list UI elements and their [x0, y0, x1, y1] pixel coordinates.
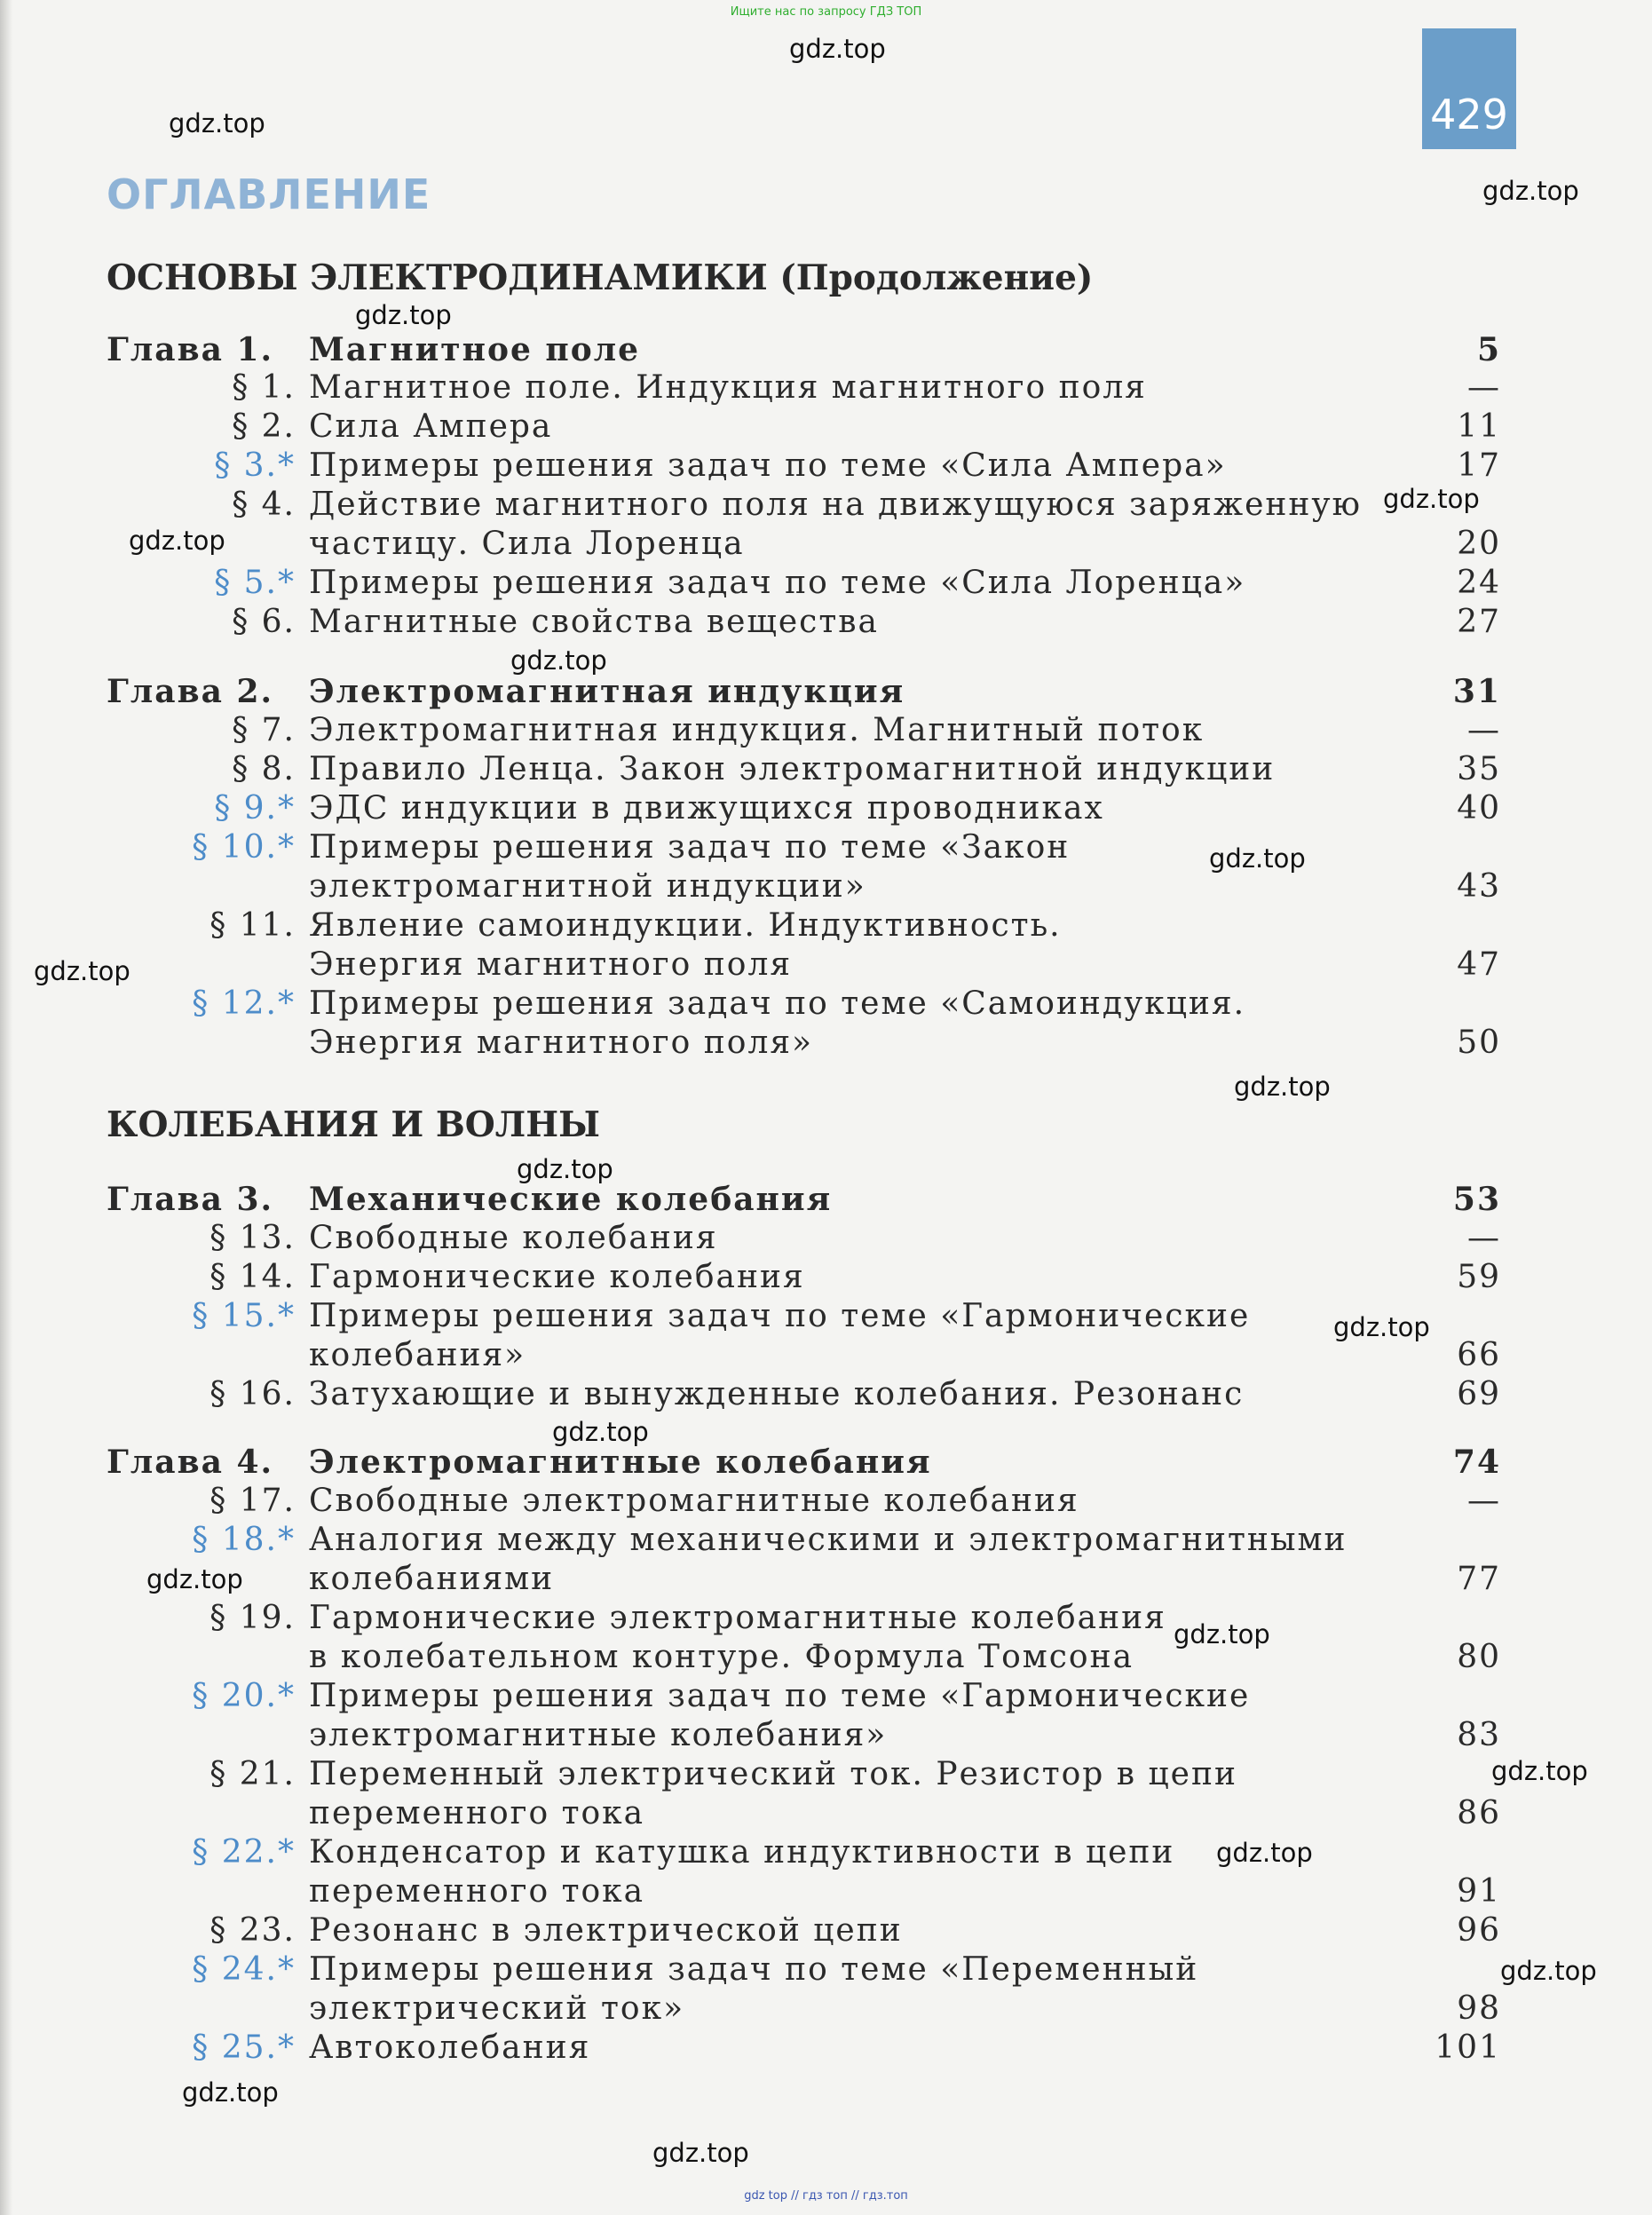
toc-section-row [0, 829, 1652, 870]
part-title-electrodynamics: ОСНОВЫ ЭЛЕКТРОДИНАМИКИ (Продолжение) [107, 257, 1094, 298]
section-number: § 19. [209, 1600, 296, 1636]
section-number: § 23. [209, 1912, 296, 1949]
entry-title: Энергия магнитного поля [309, 946, 793, 983]
toc-section-row [0, 447, 1652, 488]
toc-section-row [0, 604, 1652, 645]
toc-section-row [0, 1259, 1652, 1300]
toc-section-row [0, 526, 1652, 566]
entry-title: Примеры решения задач по теме «Переменный [309, 1951, 1199, 1988]
page-ref: — [1467, 1483, 1501, 1519]
toc-section-row [0, 1220, 1652, 1261]
section-number: § 18.* [192, 1522, 296, 1558]
entry-title: в колебательном контуре. Формула Томсона [309, 1639, 1134, 1675]
entry-title: Резонанс в электрической цепи [309, 1912, 903, 1949]
page-ref: 101 [1435, 2029, 1501, 2066]
toc-section-row [0, 1912, 1652, 1953]
bottom-banner: gdz top // гдз топ // гдз.топ [744, 2189, 908, 2203]
entry-title: колебаниями [309, 1561, 555, 1597]
toc-chapter-row [0, 673, 1652, 714]
section-number: § 2. [232, 408, 296, 445]
entry-title: ЭДС индукции в движущихся проводниках [309, 790, 1104, 827]
watermark: gdz.top [169, 108, 265, 138]
watermark: gdz.top [1491, 1756, 1588, 1786]
toc-section-row [0, 868, 1652, 909]
entry-title: Примеры решения задач по теме «Гармонические [309, 1678, 1251, 1714]
section-number: § 12.* [192, 985, 296, 1022]
section-number: § 8. [232, 751, 296, 787]
toc-section-row [0, 1678, 1652, 1719]
part-title-oscillations: КОЛЕБАНИЯ И ВОЛНЫ [107, 1104, 600, 1145]
watermark: gdz.top [1500, 1956, 1597, 1986]
toc-section-row [0, 369, 1652, 410]
toc-chapter-row [0, 1444, 1652, 1484]
entry-title: Гармонические колебания [309, 1259, 805, 1295]
watermark: gdz.top [1216, 1838, 1313, 1868]
entry-title: Гармонические электромагнитные колебания [309, 1600, 1166, 1636]
page-ref: — [1467, 1220, 1501, 1256]
section-number: § 4. [232, 487, 296, 523]
page-ref: 24 [1457, 565, 1501, 601]
entry-title: частицу. Сила Лоренца [309, 526, 745, 562]
toc-section-row [0, 946, 1652, 987]
toc-section-row [0, 1795, 1652, 1836]
entry-title: Свободные колебания [309, 1220, 718, 1256]
page-ref: 20 [1457, 526, 1501, 562]
watermark: gdz.top [1482, 176, 1579, 206]
entry-title: Действие магнитного поля на движущуюся заряженную [309, 487, 1362, 523]
entry-title: Аналогия между механическими и электромагнитными [309, 1522, 1348, 1558]
entry-title: Конденсатор и катушка индуктивности в цепи [309, 1834, 1175, 1871]
page-number-tab [1422, 28, 1516, 149]
section-number: § 24.* [192, 1951, 296, 1988]
entry-title: Автоколебания [309, 2029, 591, 2066]
toc-section-row [0, 1834, 1652, 1875]
entry-title: Примеры решения задач по теме «Закон [309, 829, 1071, 866]
toc-section-row [0, 2029, 1652, 2070]
watermark: gdz.top [1234, 1072, 1331, 1102]
toc-section-row [0, 1990, 1652, 2031]
section-number: § 11. [209, 907, 296, 944]
entry-title: Электромагнитные колебания [309, 1444, 932, 1481]
page-ref: 96 [1457, 1912, 1501, 1949]
top-banner: Ищите нас по запросу ГДЗ ТОП [730, 5, 922, 19]
toc-section-row [0, 1483, 1652, 1523]
watermark: gdz.top [517, 1154, 613, 1184]
page-ref: 83 [1457, 1717, 1501, 1753]
page-ref: 5 [1476, 331, 1501, 368]
page-ref: 50 [1457, 1024, 1501, 1061]
watermark: gdz.top [510, 645, 607, 676]
page-ref: 86 [1457, 1795, 1501, 1831]
entry-title: Правило Ленца. Закон электромагнитной индукции [309, 751, 1276, 787]
entry-title: колебания» [309, 1337, 526, 1373]
section-number: § 14. [209, 1259, 296, 1295]
toc-section-row [0, 1600, 1652, 1641]
toc-chapter-row [0, 1181, 1652, 1222]
entry-title: Электромагнитная индукция. Магнитный поток [309, 712, 1205, 748]
page-ref: 80 [1457, 1639, 1501, 1675]
page-ref: 53 [1452, 1181, 1501, 1218]
section-number: § 6. [232, 604, 296, 640]
watermark: gdz.top [1209, 843, 1306, 874]
chapter-label: Глава 3. [107, 1181, 274, 1218]
watermark: gdz.top [129, 526, 225, 556]
entry-title: электрический ток» [309, 1990, 685, 2027]
toc-section-row [0, 1873, 1652, 1914]
page-ref: 17 [1457, 447, 1501, 484]
toc-section-row [0, 565, 1652, 605]
entry-title: Примеры решения задач по теме «Гармонические [309, 1298, 1251, 1334]
section-number: § 17. [209, 1483, 296, 1519]
entry-title: Затухающие и вынужденные колебания. Резонанс [309, 1376, 1245, 1412]
section-number: § 10.* [192, 829, 296, 866]
page-ref: — [1467, 712, 1501, 748]
entry-title: Магнитное поле [309, 331, 641, 368]
toc-heading: ОГЛАВЛЕНИЕ [107, 170, 431, 218]
toc-section-row [0, 1639, 1652, 1680]
toc-chapter-row [0, 331, 1652, 372]
entry-title: электромагнитные колебания» [309, 1717, 888, 1753]
watermark: gdz.top [1174, 1619, 1270, 1649]
page-ref: 47 [1457, 946, 1501, 983]
toc-section-row [0, 712, 1652, 753]
watermark: gdz.top [552, 1417, 649, 1447]
section-number: § 13. [209, 1220, 296, 1256]
entry-title: Свободные электромагнитные колебания [309, 1483, 1079, 1519]
watermark: gdz.top [1333, 1312, 1430, 1342]
entry-title: Энергия магнитного поля» [309, 1024, 814, 1061]
section-number: § 20.* [192, 1678, 296, 1714]
section-number: § 3.* [214, 447, 296, 484]
entry-title: Сила Ампера [309, 408, 553, 445]
page-number: 429 [1430, 91, 1508, 138]
page-ref: 43 [1457, 868, 1501, 905]
watermark: gdz.top [146, 1564, 243, 1594]
entry-title: Явление самоиндукции. Индуктивность. [309, 907, 1062, 944]
entry-title: Магнитное поле. Индукция магнитного поля [309, 369, 1147, 406]
section-number: § 7. [232, 712, 296, 748]
page-ref: 69 [1457, 1376, 1501, 1412]
watermark: gdz.top [34, 956, 130, 986]
entry-title: электромагнитной индукции» [309, 868, 866, 905]
section-number: § 1. [232, 369, 296, 406]
toc-section-row [0, 1717, 1652, 1758]
toc-section-row [0, 1376, 1652, 1417]
page-ref: 11 [1457, 408, 1501, 445]
entry-title: Примеры решения задач по теме «Сила Лоренца» [309, 565, 1246, 601]
toc-section-row [0, 1024, 1652, 1065]
toc-section-row [0, 1951, 1652, 1992]
toc-section-row [0, 1337, 1652, 1378]
watermark: gdz.top [355, 300, 452, 330]
page-ref: 27 [1457, 604, 1501, 640]
chapter-label: Глава 4. [107, 1444, 274, 1481]
page-ref: 74 [1452, 1444, 1501, 1481]
toc-section-row [0, 1756, 1652, 1797]
page-ref: 77 [1457, 1561, 1501, 1597]
toc-section-row [0, 1522, 1652, 1562]
section-number: § 25.* [192, 2029, 296, 2066]
page-ref: 35 [1457, 751, 1501, 787]
entry-title: Магнитные свойства вещества [309, 604, 879, 640]
entry-title: переменного тока [309, 1795, 645, 1831]
watermark: gdz.top [789, 34, 886, 64]
entry-title: Примеры решения задач по теме «Сила Ампера» [309, 447, 1227, 484]
page-ref: 66 [1457, 1337, 1501, 1373]
watermark: gdz.top [1383, 484, 1480, 514]
toc-section-row [0, 408, 1652, 449]
page-ref: — [1467, 369, 1501, 406]
page-ref: 40 [1457, 790, 1501, 827]
watermark: gdz.top [652, 2138, 749, 2168]
entry-title: Примеры решения задач по теме «Самоиндукция. [309, 985, 1246, 1022]
toc-section-row [0, 790, 1652, 831]
section-number: § 9.* [214, 790, 296, 827]
toc-section-row [0, 1561, 1652, 1602]
section-number: § 21. [209, 1756, 296, 1792]
toc-section-row [0, 907, 1652, 948]
chapter-label: Глава 1. [107, 331, 274, 368]
entry-title: переменного тока [309, 1873, 645, 1910]
page-ref: 31 [1452, 673, 1501, 710]
section-number: § 22.* [192, 1834, 296, 1871]
section-number: § 5.* [214, 565, 296, 601]
entry-title: Механические колебания [309, 1181, 833, 1218]
chapter-label: Глава 2. [107, 673, 274, 710]
page-ref: 91 [1457, 1873, 1501, 1910]
entry-title: Электромагнитная индукция [309, 673, 905, 710]
page-ref: 59 [1457, 1259, 1501, 1295]
page-ref: 98 [1457, 1990, 1501, 2027]
watermark: gdz.top [182, 2077, 279, 2108]
entry-title: Переменный электрический ток. Резистор в цепи [309, 1756, 1237, 1792]
section-number: § 15.* [192, 1298, 296, 1334]
toc-section-row [0, 985, 1652, 1026]
toc-section-row [0, 751, 1652, 792]
section-number: § 16. [209, 1376, 296, 1412]
